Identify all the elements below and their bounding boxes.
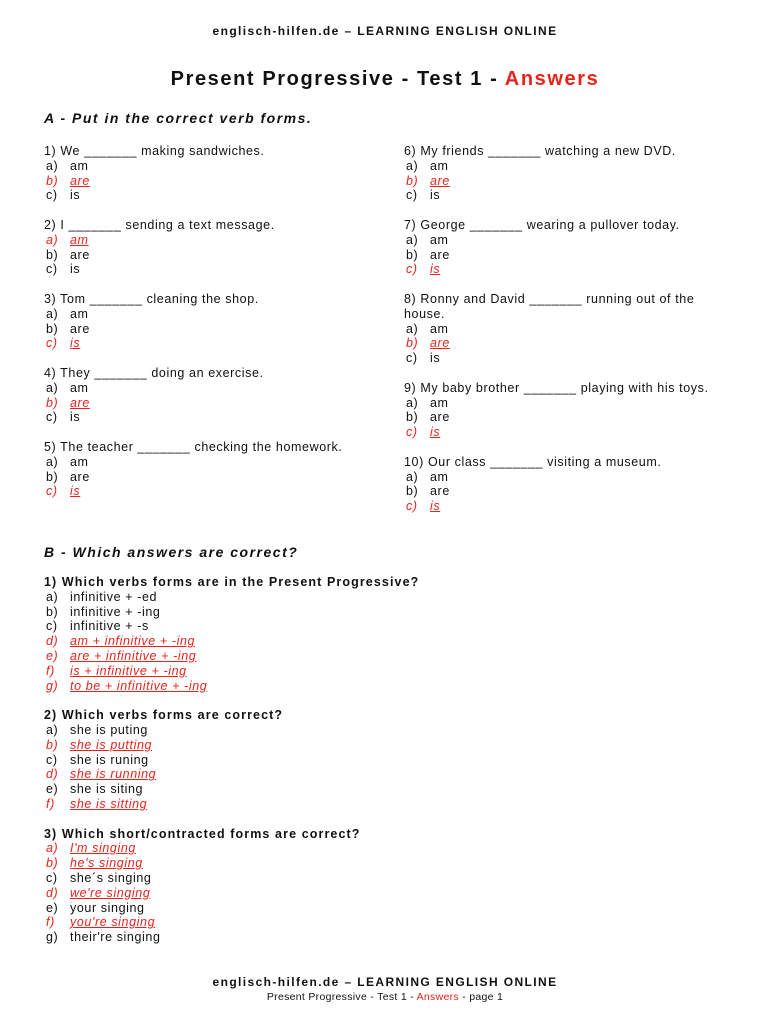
- option-label: b): [406, 484, 419, 499]
- option-label: b): [46, 469, 59, 484]
- option-value: is + infinitive + -ing: [70, 663, 187, 678]
- option-label: a): [46, 232, 59, 247]
- answer-option: [44, 262, 374, 277]
- option-value: he's singing: [70, 856, 143, 871]
- answer-option: [44, 410, 374, 425]
- option-label: b): [46, 321, 59, 336]
- option-value: am: [70, 306, 89, 321]
- title-answers-highlight: Answers: [504, 68, 600, 90]
- option-value: is: [430, 425, 441, 440]
- correct-answer-option: [44, 738, 724, 753]
- answer-option: [404, 410, 734, 425]
- section-a-left-column: [44, 144, 374, 514]
- option-label: b): [46, 395, 59, 410]
- option-value: am: [70, 158, 89, 173]
- answer-option: [404, 322, 734, 337]
- section-b-questions: [44, 575, 724, 960]
- option-label: a): [46, 589, 59, 604]
- answer-option: [404, 484, 734, 499]
- question-block: [44, 440, 374, 499]
- option-label: b): [406, 247, 419, 262]
- correct-answer-option: [44, 233, 374, 248]
- section-a-heading: A - Put in the correct verb forms.: [44, 110, 313, 126]
- option-value: are: [430, 247, 450, 262]
- title-main: Present Progressive - Test 1 -: [170, 68, 505, 90]
- option-label: b): [406, 336, 419, 351]
- answer-option: [44, 307, 374, 322]
- option-label: e): [46, 900, 59, 915]
- question-text: 7) George _______ wearing a pullover today.: [404, 217, 680, 232]
- option-label: b): [46, 737, 59, 752]
- option-value: are: [430, 410, 450, 425]
- answer-option: [404, 188, 734, 203]
- option-label: a): [46, 380, 59, 395]
- option-value: is: [430, 499, 441, 514]
- option-value: are: [430, 173, 450, 188]
- question-text: 8) Ronny and David _______ running out of the house.: [404, 291, 695, 321]
- page-footer: [0, 975, 770, 1003]
- option-label: e): [46, 648, 59, 663]
- footer-sub-after: - page 1: [458, 991, 504, 1003]
- answer-option: [44, 381, 374, 396]
- footer-sub-highlight: Answers: [416, 991, 459, 1003]
- answer-option: [404, 470, 734, 485]
- correct-answer-option: [44, 767, 724, 782]
- answer-option: [404, 396, 734, 411]
- option-value: infinitive + -s: [70, 619, 149, 634]
- correct-answer-option: [44, 174, 374, 189]
- question-block: [404, 292, 734, 366]
- correct-answer-option: [404, 174, 734, 189]
- question-block: [44, 144, 374, 203]
- correct-answer-option: [44, 679, 724, 694]
- answer-option: [44, 159, 374, 174]
- option-value: am: [70, 454, 89, 469]
- option-label: b): [46, 856, 59, 871]
- correct-answer-option: [44, 396, 374, 411]
- question-text: 1) Which verbs forms are in the Present Progressive?: [44, 575, 420, 589]
- option-value: am: [430, 158, 449, 173]
- correct-answer-option: [44, 915, 724, 930]
- correct-answer-option: [44, 634, 724, 649]
- option-label: c): [46, 752, 58, 767]
- question-text: 3) Which short/contracted forms are correct?: [44, 826, 361, 841]
- question-block: [404, 144, 734, 203]
- option-value: are: [70, 469, 90, 484]
- option-value: she is sitting: [70, 796, 148, 811]
- option-label: a): [46, 722, 59, 737]
- option-label: c): [406, 425, 418, 440]
- option-value: is: [70, 484, 81, 499]
- correct-answer-option: [404, 336, 734, 351]
- question-text: 6) My friends _______ watching a new DVD.: [404, 144, 676, 158]
- option-value: she´s singing: [70, 870, 152, 885]
- question-block: [44, 292, 374, 351]
- question-text: 3) Tom _______ cleaning the shop.: [44, 291, 259, 306]
- option-value: infinitive + -ed: [70, 589, 158, 604]
- option-label: f): [46, 796, 55, 811]
- option-value: is: [70, 262, 81, 277]
- option-value: is: [70, 336, 81, 351]
- question-text: 2) Which verbs forms are correct?: [44, 708, 284, 723]
- option-label: d): [46, 634, 59, 649]
- page-header: englisch-hilfen.de – LEARNING ENGLISH ONLINE: [212, 24, 558, 38]
- option-label: f): [46, 915, 55, 930]
- option-label: a): [406, 395, 419, 410]
- option-value: are: [430, 336, 450, 351]
- question-block: [404, 381, 734, 440]
- option-value: we're singing: [70, 885, 151, 900]
- answer-option: [44, 455, 374, 470]
- correct-answer-option: [44, 664, 724, 679]
- correct-answer-option: [44, 886, 724, 901]
- option-value: their're singing: [70, 930, 161, 945]
- question-text: 1) We _______ making sandwiches.: [44, 144, 265, 158]
- option-label: c): [406, 188, 418, 203]
- question-block: [404, 455, 734, 514]
- option-label: a): [46, 306, 59, 321]
- option-label: c): [406, 351, 418, 366]
- option-value: are: [70, 247, 90, 262]
- option-label: a): [406, 321, 419, 336]
- answer-option: [44, 470, 374, 485]
- question-block: [404, 218, 734, 277]
- answer-option: [404, 159, 734, 174]
- answer-option: [44, 590, 724, 605]
- correct-answer-option: [404, 425, 734, 440]
- question-block: [44, 575, 724, 693]
- question-text: 4) They _______ doing an exercise.: [44, 365, 264, 380]
- correct-answer-option: [404, 499, 734, 514]
- option-value: am: [430, 469, 449, 484]
- option-label: b): [46, 604, 59, 619]
- option-label: c): [406, 499, 418, 514]
- option-label: e): [46, 782, 59, 797]
- answer-option: [404, 248, 734, 263]
- option-label: c): [46, 188, 58, 203]
- correct-answer-option: [44, 336, 374, 351]
- option-label: c): [46, 870, 58, 885]
- section-a-right-column: [404, 144, 734, 529]
- answer-option: [44, 723, 724, 738]
- option-label: b): [46, 247, 59, 262]
- question-text: 9) My baby brother _______ playing with his toys.: [404, 380, 709, 395]
- correct-answer-option: [404, 262, 734, 277]
- question-block: [44, 218, 374, 277]
- option-value: am: [430, 395, 449, 410]
- option-value: am: [430, 232, 449, 247]
- option-value: am + infinitive + -ing: [70, 634, 196, 649]
- answer-option: [404, 233, 734, 248]
- option-value: she is puting: [70, 722, 148, 737]
- option-value: you're singing: [70, 915, 156, 930]
- option-value: to be + infinitive + -ing: [70, 678, 208, 693]
- option-label: b): [46, 173, 59, 188]
- footer-page-info: [0, 991, 770, 1003]
- correct-answer-option: [44, 484, 374, 499]
- option-label: b): [406, 173, 419, 188]
- option-value: am: [70, 380, 89, 395]
- option-value: she is running: [70, 767, 157, 782]
- question-block: [44, 366, 374, 425]
- answer-option: [44, 930, 724, 945]
- option-value: are: [70, 395, 90, 410]
- option-value: are: [70, 321, 90, 336]
- option-value: am: [70, 232, 89, 247]
- option-value: I'm singing: [70, 841, 136, 856]
- option-value: she is runing: [70, 752, 149, 767]
- answer-option: [44, 901, 724, 916]
- option-value: are: [70, 173, 90, 188]
- answer-option: [44, 753, 724, 768]
- answer-option: [44, 619, 724, 634]
- option-label: g): [46, 678, 59, 693]
- page-title: [0, 68, 770, 91]
- correct-answer-option: [44, 841, 724, 856]
- option-label: f): [46, 663, 55, 678]
- option-label: a): [406, 232, 419, 247]
- option-value: is: [430, 262, 441, 277]
- answer-option: [44, 782, 724, 797]
- option-label: c): [46, 336, 58, 351]
- option-label: c): [46, 484, 58, 499]
- option-label: b): [406, 410, 419, 425]
- option-value: your singing: [70, 900, 145, 915]
- answer-option: [404, 351, 734, 366]
- option-label: c): [46, 262, 58, 277]
- question-block: [44, 827, 724, 945]
- question-block: [44, 708, 724, 812]
- option-value: is: [70, 410, 81, 425]
- section-b-heading: B - Which answers are correct?: [44, 544, 299, 560]
- option-value: is: [430, 351, 441, 366]
- option-label: a): [46, 454, 59, 469]
- option-label: c): [406, 262, 418, 277]
- option-label: c): [46, 410, 58, 425]
- option-label: a): [406, 469, 419, 484]
- option-value: are + infinitive + -ing: [70, 648, 197, 663]
- correct-answer-option: [44, 797, 724, 812]
- footer-sub-before: Present Progressive - Test 1 -: [266, 991, 417, 1003]
- option-value: infinitive + -ing: [70, 604, 161, 619]
- option-label: a): [46, 841, 59, 856]
- option-value: she is putting: [70, 737, 153, 752]
- option-value: are: [430, 484, 450, 499]
- option-value: she is siting: [70, 782, 144, 797]
- answer-option: [44, 188, 374, 203]
- correct-answer-option: [44, 649, 724, 664]
- answer-option: [44, 871, 724, 886]
- question-text: 2) I _______ sending a text message.: [44, 217, 275, 232]
- option-label: d): [46, 767, 59, 782]
- option-value: am: [430, 321, 449, 336]
- answer-option: [44, 248, 374, 263]
- option-value: is: [430, 188, 441, 203]
- option-label: c): [46, 619, 58, 634]
- option-label: a): [406, 158, 419, 173]
- correct-answer-option: [44, 856, 724, 871]
- option-label: d): [46, 885, 59, 900]
- option-label: g): [46, 930, 59, 945]
- answer-option: [44, 322, 374, 337]
- footer-site: englisch-hilfen.de – LEARNING ENGLISH ONLINE: [212, 975, 558, 989]
- question-text: 5) The teacher _______ checking the homework.: [44, 439, 343, 454]
- option-label: a): [46, 158, 59, 173]
- question-text: 10) Our class _______ visiting a museum.: [404, 454, 662, 469]
- answer-option: [44, 605, 724, 620]
- option-value: is: [70, 188, 81, 203]
